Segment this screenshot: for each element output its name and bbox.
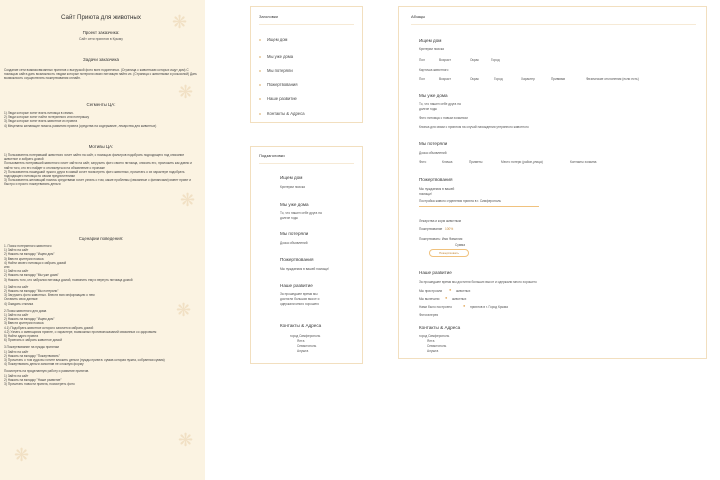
sub-heading: Мы уже дома bbox=[280, 202, 309, 207]
donate-meds: Лекарства и корм животным bbox=[419, 219, 461, 223]
card-sex: Пол bbox=[419, 77, 425, 81]
scenario-line: 5) Найти адрес приюта bbox=[4, 334, 39, 339]
donate-amount-value: 100% bbox=[445, 227, 454, 231]
donate-build: Постройка живого отделения приюта в г. Симферополь bbox=[419, 199, 501, 203]
built-label: Нами было построено bbox=[419, 305, 453, 309]
scenario-line: 2) Нажать на вкладку "Ищем дом" bbox=[4, 317, 55, 322]
scenario-line: 2) Нажать на вкладку "Пожертвовать" bbox=[4, 353, 60, 358]
motives-list bbox=[4, 153, 198, 187]
home-photo-line: Фото питомца с новым хозяином bbox=[419, 116, 468, 120]
scenario-line: 3) Ввести критерии поиска bbox=[4, 321, 44, 326]
scenario-line: 1) Зайти на сайт bbox=[4, 269, 29, 274]
scenario-line: 4) Найти своего питомца и забрать домой bbox=[4, 260, 67, 265]
sub-line: Мы нуждаемся в вашей помощи! bbox=[280, 267, 329, 271]
paw-icon: ● bbox=[449, 287, 452, 292]
sub-line: долгие годы bbox=[280, 216, 298, 220]
scenario-line: или bbox=[4, 265, 10, 270]
bullet-icon bbox=[259, 113, 261, 115]
adopted-suffix: животных bbox=[456, 289, 471, 293]
scenario-line: 3) Прочитать о том куда вы хотите вложить деньги (нужды приюта: сумма которая нужна, собранная сумма) bbox=[4, 358, 165, 363]
donate-sum-field[interactable]: Сумма bbox=[455, 243, 466, 247]
scenario-line: 4) Пожертвовать деньги заполнив не сложную форму bbox=[4, 362, 84, 367]
nav-item-lost[interactable]: Мы потеряли bbox=[259, 68, 293, 73]
scenario-line: 3) Загрузить фото животных. Внести всю информацию о нем bbox=[4, 293, 95, 298]
adopted-label: Мы пристроили bbox=[419, 289, 443, 293]
scenario-line: 1) Зайти на сайт bbox=[4, 248, 29, 253]
built-suffix: приютов в г. Город Крыма bbox=[470, 305, 508, 309]
section-heading: Ищем дом bbox=[419, 38, 442, 43]
progress-line: За прошедшее время мы достигли больших высот и одержали много хорошего bbox=[419, 280, 537, 284]
paw-icon: ❋ bbox=[178, 82, 194, 102]
scenario-line: 1) Зайти на сайт bbox=[4, 313, 29, 318]
scenario-line: 1. Поиск потерянного животного bbox=[4, 244, 52, 248]
contact-line: Алушта bbox=[427, 349, 439, 353]
scenario-line: 1) Зайти на сайт bbox=[4, 373, 29, 378]
bullet-icon bbox=[259, 39, 261, 41]
headings-card bbox=[250, 6, 363, 123]
section-heading: Пожертвования bbox=[419, 177, 453, 182]
segment-item: 1) Люди которые хотят взять питомца в семью. bbox=[4, 111, 74, 115]
paw-icon: ❋ bbox=[176, 300, 192, 320]
segment-item: 2) Люди которые хотят найти потерянного или потеряшку bbox=[4, 115, 90, 120]
bullet-icon bbox=[259, 98, 261, 100]
scenario-line: 4.2) Узнать о имеющихся приюте, о характере, возможных противопоказаний связанных со здоровьем bbox=[4, 329, 157, 334]
card-city: Город bbox=[494, 77, 503, 81]
sub-line: Севастополь bbox=[297, 344, 317, 348]
photo-gallery-link[interactable]: Фотогалерея bbox=[419, 313, 439, 317]
filter-age[interactable]: Возраст bbox=[439, 58, 451, 62]
sub-line: Ялта bbox=[297, 339, 305, 343]
paw-icon: ❋ bbox=[172, 12, 188, 32]
sub-line: Критерии поиска bbox=[280, 185, 305, 189]
sub-heading: Пожертвования bbox=[280, 257, 314, 262]
sub-line: Алушта bbox=[297, 349, 309, 353]
scenario-line: 1) Зайти на сайт bbox=[4, 284, 29, 289]
criteria-label: Критерии поиска bbox=[419, 47, 444, 51]
tasks-text: Создание сети взаимосвязанных приютов с выгрузкой фото всех подопечных. (Страница с животными которых ищут дом) С помощью сайта дать возможность людям которые потеряли своих питомцев найти их. (Страница с животными и розыскной) Дать возможность осуществлять пожертвования онлайн. bbox=[4, 68, 197, 81]
motives-heading: Мотивы ЦА: bbox=[88, 144, 114, 149]
paw-icon: ❋ bbox=[14, 445, 30, 465]
card-vaccines: Прививки bbox=[551, 77, 566, 81]
filter-city[interactable]: Город bbox=[491, 58, 500, 62]
nav-item-search-home[interactable]: Ищем дом bbox=[259, 37, 287, 42]
scenario-line: Оставить свои данные bbox=[4, 297, 38, 302]
motive-item: 1) Пользователь потерявший животного хочет зайти на сайт, с помощью фильтров подобрать подходящего под описание животное и забрать домой bbox=[4, 153, 185, 162]
donate-progress-underline bbox=[419, 206, 539, 207]
home-line: То, что нашел себе друга на bbox=[419, 102, 461, 106]
brief-document bbox=[0, 0, 205, 480]
nav-item-already-home[interactable]: Мы уже дома bbox=[259, 54, 293, 59]
project-heading: Проект заказчика: bbox=[82, 30, 120, 35]
lost-tab[interactable]: Фото bbox=[419, 160, 427, 164]
scenario-line: 3) Нажать того, кто забрался питомца домой, позвонить ему и вернуть питомца домой bbox=[4, 277, 133, 282]
card-age: Возраст bbox=[439, 77, 451, 81]
scenario-line: 3) Ввести критерии поиска bbox=[4, 256, 44, 261]
brief-title: Сайт Приюта для животных bbox=[61, 14, 141, 21]
bullet-icon bbox=[259, 70, 261, 72]
filter-color[interactable]: Окрас bbox=[470, 58, 480, 62]
card-title: Абзацы bbox=[411, 14, 426, 19]
bullet-icon bbox=[259, 56, 261, 58]
tasks-heading: Задачи заказчика bbox=[83, 57, 119, 62]
sub-line: одержали много хорошего bbox=[280, 302, 320, 306]
contact-line: город Симферополь bbox=[419, 334, 450, 338]
donate-need: Мы нуждаемся в вашей bbox=[419, 187, 455, 191]
scenario-line: 4.1) Подобрать животное которого захочется забрать домой bbox=[4, 325, 94, 330]
contact-line: Ялта bbox=[427, 339, 435, 343]
card-character: Характер bbox=[521, 77, 535, 81]
home-line: долгие годы bbox=[419, 107, 437, 111]
scenario-line: 3) Прочитать новости приюта, посмотреть фото bbox=[4, 382, 75, 387]
donate-button[interactable]: Пожертвовать bbox=[429, 249, 469, 257]
sub-heading: Ищем дом bbox=[280, 175, 303, 180]
filter-sex[interactable]: Пол bbox=[419, 58, 425, 62]
sub-line: Доска объявлений bbox=[280, 241, 308, 245]
donate-name-field[interactable]: Пожертвовать: Имя Фамилия bbox=[419, 237, 463, 241]
scenario-line: 4) Ожидать отклика bbox=[4, 301, 34, 306]
scenarios-heading: Сценарии поведения: bbox=[78, 236, 124, 241]
treated-suffix: животных bbox=[452, 297, 467, 301]
sub-heading: Контакты & Адреса bbox=[280, 323, 322, 328]
donate-amount-label: Пожертвование bbox=[419, 227, 443, 231]
home-contact-button[interactable]: Кнопка для связи с приютом на случай нахождения утерянного животного bbox=[419, 125, 529, 129]
paw-icon: ❋ bbox=[180, 190, 196, 210]
segment-item: 3) Люди которые хотят взять животное из приюта bbox=[4, 119, 78, 124]
segment-item: 4) Меценаты желающие помочь развитию приюта (средства на содержание, лекарства для животных) bbox=[4, 123, 157, 128]
scenario-line: 2) Нажать на вкладку "Мы уже дома" bbox=[4, 273, 59, 278]
paw-icon: ● bbox=[463, 303, 466, 308]
segments-list bbox=[4, 111, 198, 128]
scenario-line: 1) Зайти на сайт bbox=[4, 349, 29, 354]
sub-heading: Мы потеряли bbox=[280, 231, 309, 236]
motive-item: Пользователь потерявший животного хочет зайти на сайт, загрузить фото своего питомца, описать его, приложить как давно и найти того, кто его найдет и откликнуться на объявление о пропаже bbox=[4, 161, 192, 170]
section-heading: Мы потеряли bbox=[419, 141, 448, 146]
scenario-line: 3.Пожертвование на нужды приютам bbox=[4, 345, 59, 350]
card-title: Заголовки bbox=[259, 14, 278, 19]
scenario-line: 6) Приехать и забрать животное домой bbox=[4, 338, 63, 343]
lost-tab[interactable]: Контакты хозяина bbox=[570, 160, 597, 164]
card-color: Окрас bbox=[470, 77, 480, 81]
card-title: Подзаголовки bbox=[259, 153, 285, 158]
motive-item: 3) Пользователь желающий помочь средствами хочет узнать о том, какие проблемы (связанные с финансами) имеет приют и быстро и просто пожертвовать деньги bbox=[4, 178, 192, 187]
nav-item-development[interactable]: Наше развитие bbox=[259, 96, 297, 101]
scenario-line: 2) Нажать на вкладку "Наше развитие" bbox=[4, 377, 62, 382]
scenario-line: Посмотреть на проделанную работу и развитие приютов. bbox=[4, 369, 90, 374]
sub-line: За прошедшее время мы bbox=[280, 292, 318, 296]
section-heading: Наше развитие bbox=[419, 270, 452, 275]
paw-icon: ❋ bbox=[178, 430, 194, 450]
lost-tab[interactable]: Кличка bbox=[442, 160, 453, 164]
nav-item-donations[interactable]: Пожертвования bbox=[259, 82, 298, 87]
card-disabilities: Физические отклонения (если есть) bbox=[586, 77, 639, 81]
sub-line: То, что нашел себе друга на bbox=[280, 211, 322, 215]
bullet-icon bbox=[259, 84, 261, 86]
sub-line: достигли больших высот и bbox=[280, 297, 320, 301]
segments-heading: Сегменты ЦА: bbox=[86, 102, 116, 107]
lost-tab[interactable]: Место потери (район,улица) bbox=[501, 160, 543, 164]
project-text: Сайт сети приютов в Крыму bbox=[79, 37, 123, 41]
paragraphs-card bbox=[398, 6, 707, 359]
contact-line: Севастополь bbox=[427, 344, 447, 348]
paw-icon: ● bbox=[445, 295, 448, 300]
lost-tab[interactable]: Приметы bbox=[469, 160, 483, 164]
section-heading: Мы уже дома bbox=[419, 93, 448, 98]
card-label: Карточка животного bbox=[419, 68, 449, 72]
sub-heading: Наше развитие bbox=[280, 283, 313, 288]
scenario-line: 2) Нажать на вкладку "Мы потеряли" bbox=[4, 289, 59, 294]
board-label: Доска объявлений bbox=[419, 151, 447, 155]
subheadings-card bbox=[250, 146, 363, 364]
scenario-line: 2) Нажать на вкладку "Ищем дом" bbox=[4, 252, 55, 257]
scenario-line: 2.Поиск животного для дома bbox=[4, 308, 47, 313]
sub-line: город Симферополь bbox=[290, 334, 321, 338]
treated-label: Мы вылечили bbox=[419, 297, 440, 301]
donate-need: помощи! bbox=[419, 192, 432, 196]
motive-item: 2) Пользователь нашедший чужого друга в самый сочет посмотреть фото животных, прочитать о их характере подобрать подходящего питомца по своим предпочтениям bbox=[4, 169, 185, 179]
scenarios-list bbox=[4, 244, 198, 386]
section-heading: Контакты & Адреса bbox=[419, 325, 461, 330]
nav-item-contacts[interactable]: Контакты & Адреса bbox=[259, 111, 305, 116]
